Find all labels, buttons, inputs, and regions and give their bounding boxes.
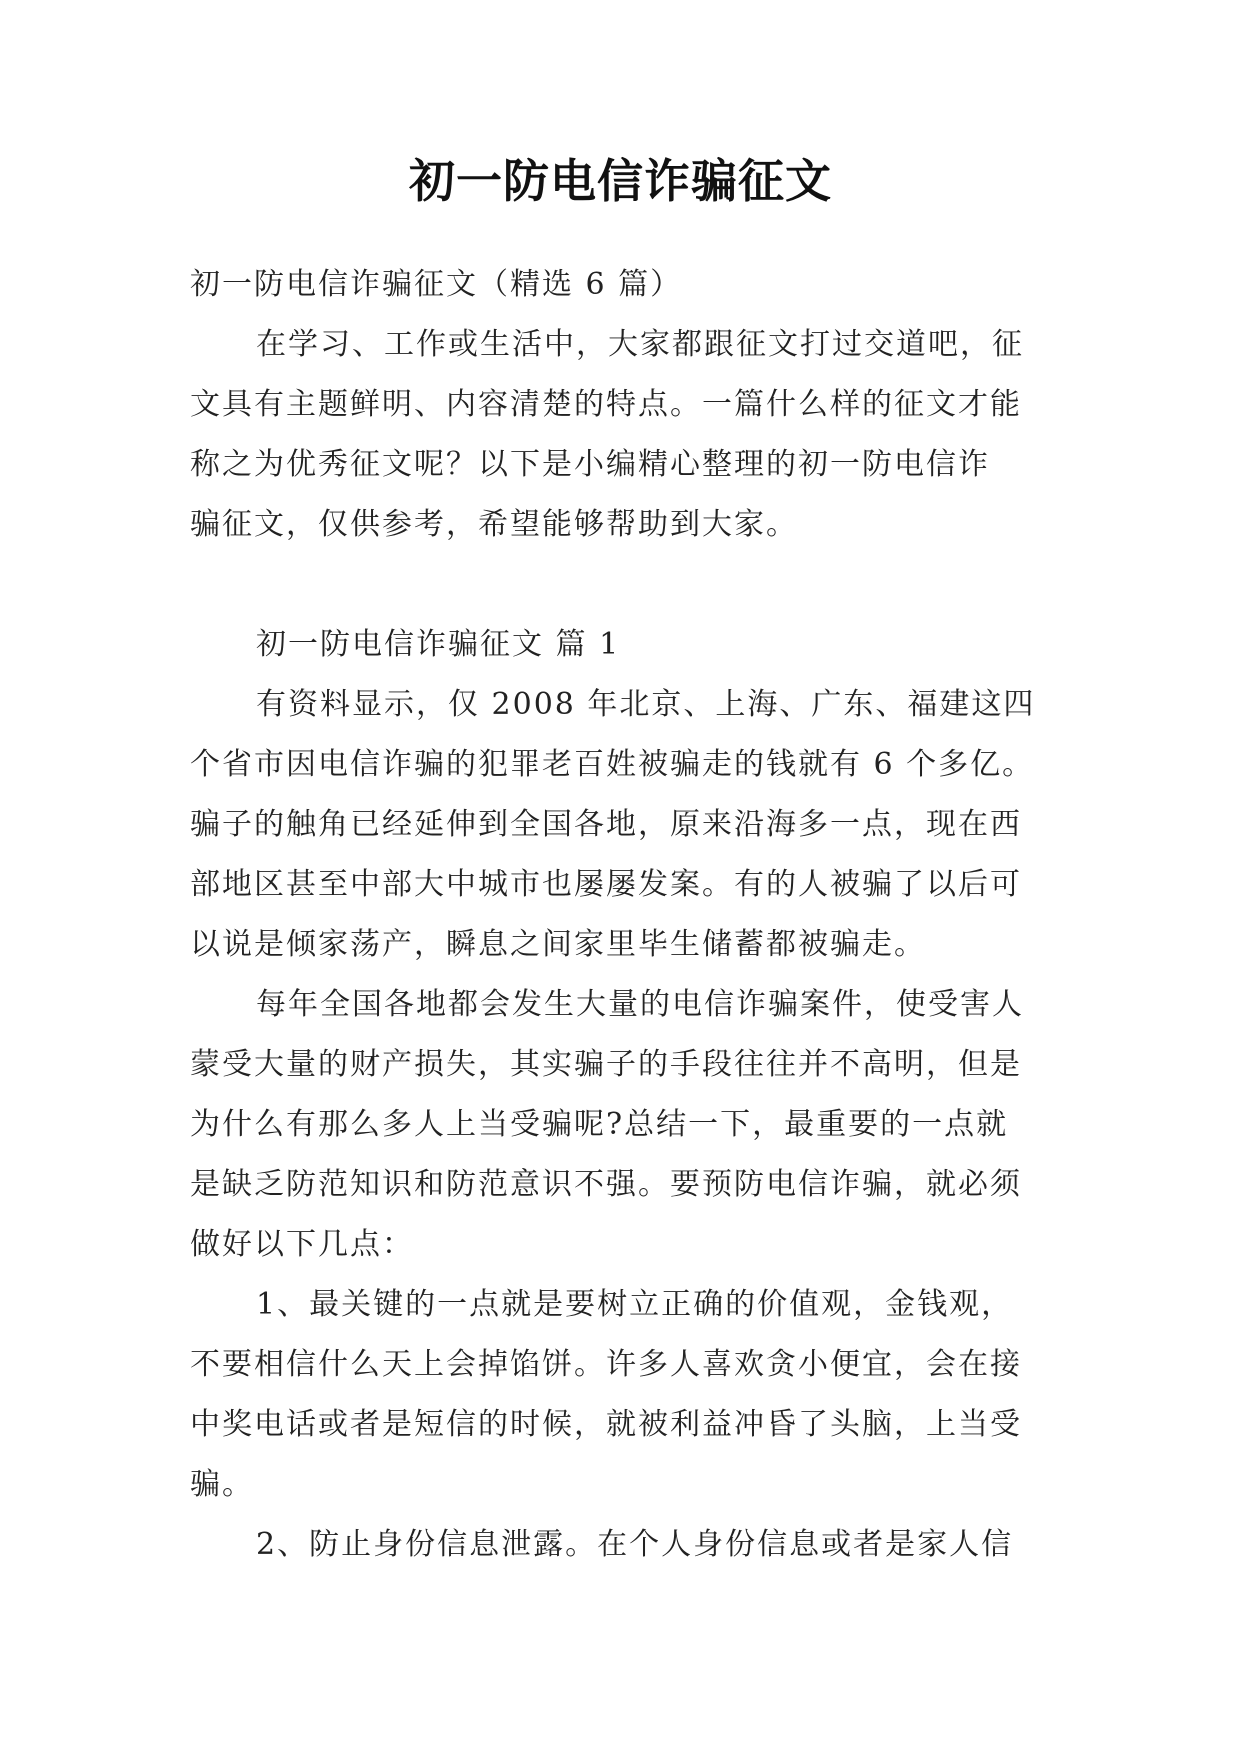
section-heading: 初一防电信诈骗征文 篇 1 bbox=[256, 627, 621, 662]
paragraph-line: 文具有主题鲜明、内容清楚的特点。一篇什么样的征文才能 bbox=[190, 387, 1022, 422]
document-body bbox=[190, 255, 1060, 1575]
paragraph-line: 是缺乏防范知识和防范意识不强。要预防电信诈骗，就必须 bbox=[190, 1167, 1022, 1202]
paragraph-line: 骗征文，仅供参考，希望能够帮助到大家。 bbox=[190, 507, 798, 542]
paragraph-line: 每年全国各地都会发生大量的电信诈骗案件，使受害人 bbox=[256, 987, 1024, 1022]
paragraph-line: 不要相信什么天上会掉馅饼。许多人喜欢贪小便宜，会在接 bbox=[190, 1347, 1022, 1382]
paragraph-line: 在学习、工作或生活中，大家都跟征文打过交道吧，征 bbox=[256, 327, 1024, 362]
paragraph-line: 为什么有那么多人上当受骗呢?总结一下，最重要的一点就 bbox=[190, 1107, 1009, 1142]
section-gap bbox=[190, 555, 1060, 615]
paragraph-line: 骗子的触角已经延伸到全国各地，原来沿海多一点，现在西 bbox=[190, 807, 1022, 842]
paragraph-line: 有资料显示，仅 2008 年北京、上海、广东、福建这四 bbox=[256, 687, 1036, 722]
paragraph-line: 骗。 bbox=[190, 1467, 254, 1502]
paragraph-line: 个省市因电信诈骗的犯罪老百姓被骗走的钱就有 6 个多亿。 bbox=[190, 747, 1035, 782]
paragraph-line: 2、防止身份信息泄露。在个人身份信息或者是家人信 bbox=[256, 1527, 1014, 1562]
paragraph-line: 蒙受大量的财产损失，其实骗子的手段往往并不高明，但是 bbox=[190, 1047, 1022, 1082]
paragraph-line: 称之为优秀征文呢？以下是小编精心整理的初一防电信诈 bbox=[190, 447, 990, 482]
paragraph-line: 部地区甚至中部大中城市也屡屡发案。有的人被骗了以后可 bbox=[190, 867, 1022, 902]
paragraph-line: 做好以下几点： bbox=[190, 1227, 414, 1262]
subtitle-line: 初一防电信诈骗征文（精选 6 篇） bbox=[190, 267, 683, 302]
paragraph-line: 以说是倾家荡产，瞬息之间家里毕生储蓄都被骗走。 bbox=[190, 927, 926, 962]
paragraph-line: 中奖电话或者是短信的时候，就被利益冲昏了头脑，上当受 bbox=[190, 1407, 1022, 1442]
document-title: 初一防电信诈骗征文 bbox=[409, 154, 832, 208]
paragraph-line: 1、最关键的一点就是要树立正确的价值观，金钱观， bbox=[256, 1287, 1014, 1322]
